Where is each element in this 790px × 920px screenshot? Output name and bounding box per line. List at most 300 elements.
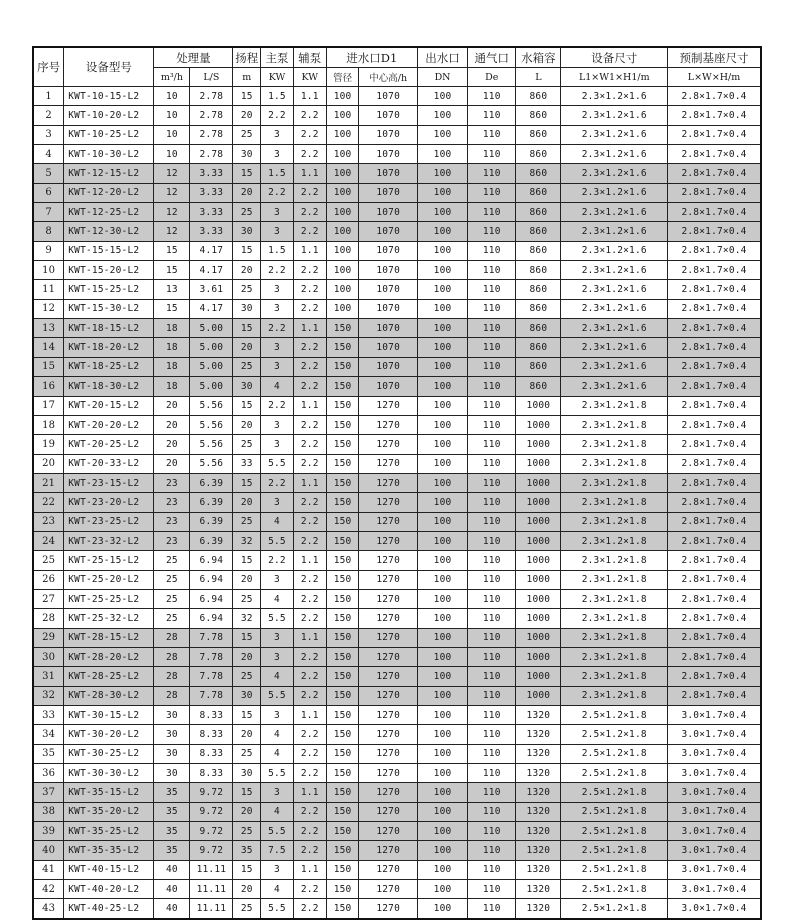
cell-flow-m3h: 15 — [154, 241, 190, 260]
cell-flow-ls: 5.00 — [190, 357, 233, 376]
cell-model: KWT-40-20-L2 — [64, 880, 154, 899]
unit-main-pump: KW — [261, 68, 294, 87]
cell-flow-m3h: 28 — [154, 628, 190, 647]
cell-inlet-dia: 150 — [326, 628, 359, 647]
cell-equip-size: 2.3×1.2×1.8 — [561, 531, 668, 550]
table-row — [33, 415, 761, 434]
cell-equip-size: 2.3×1.2×1.6 — [561, 261, 668, 280]
table-row — [33, 125, 761, 144]
cell-flow-m3h: 28 — [154, 647, 190, 666]
cell-vent: 110 — [468, 377, 516, 396]
table-row — [33, 899, 761, 919]
table-row — [33, 822, 761, 841]
cell-equip-size: 2.3×1.2×1.6 — [561, 87, 668, 106]
cell-outlet: 100 — [417, 280, 467, 299]
cell-equip-size: 2.3×1.2×1.6 — [561, 183, 668, 202]
cell-model: KWT-10-20-L2 — [64, 106, 154, 125]
cell-flow-ls: 2.78 — [190, 106, 233, 125]
cell-no: 6 — [33, 183, 64, 202]
cell-flow-m3h: 18 — [154, 338, 190, 357]
cell-outlet: 100 — [417, 822, 467, 841]
cell-inlet-dia: 150 — [326, 744, 359, 763]
cell-main-pump: 3 — [261, 338, 294, 357]
cell-flow-ls: 3.33 — [190, 164, 233, 183]
table-row — [33, 222, 761, 241]
cell-tank: 1000 — [516, 667, 561, 686]
cell-tank: 1000 — [516, 493, 561, 512]
cell-outlet: 100 — [417, 396, 467, 415]
cell-flow-ls: 6.94 — [190, 551, 233, 570]
cell-head: 20 — [233, 880, 261, 899]
cell-tank: 860 — [516, 261, 561, 280]
cell-inlet-center: 1270 — [359, 802, 417, 821]
table-row — [33, 493, 761, 512]
cell-base-size: 2.8×1.7×0.4 — [668, 493, 761, 512]
cell-head: 20 — [233, 570, 261, 589]
cell-no: 20 — [33, 454, 64, 473]
cell-outlet: 100 — [417, 145, 467, 164]
cell-main-pump: 2.2 — [261, 106, 294, 125]
cell-vent: 110 — [468, 706, 516, 725]
cell-aux-pump: 1.1 — [293, 628, 326, 647]
cell-base-size: 2.8×1.7×0.4 — [668, 299, 761, 318]
cell-inlet-center: 1270 — [359, 822, 417, 841]
cell-equip-size: 2.5×1.2×1.8 — [561, 725, 668, 744]
cell-model: KWT-25-32-L2 — [64, 609, 154, 628]
cell-inlet-dia: 100 — [326, 164, 359, 183]
cell-tank: 1000 — [516, 589, 561, 608]
cell-head: 20 — [233, 647, 261, 666]
cell-model: KWT-15-25-L2 — [64, 280, 154, 299]
cell-flow-m3h: 30 — [154, 725, 190, 744]
cell-main-pump: 3 — [261, 647, 294, 666]
cell-base-size: 2.8×1.7×0.4 — [668, 609, 761, 628]
table-row — [33, 338, 761, 357]
cell-base-size: 2.8×1.7×0.4 — [668, 415, 761, 434]
cell-flow-ls: 2.78 — [190, 125, 233, 144]
cell-inlet-center: 1070 — [359, 338, 417, 357]
cell-inlet-dia: 150 — [326, 415, 359, 434]
cell-aux-pump: 2.2 — [293, 261, 326, 280]
cell-base-size: 3.0×1.7×0.4 — [668, 880, 761, 899]
cell-model: KWT-28-25-L2 — [64, 667, 154, 686]
unit-tank: L — [516, 68, 561, 87]
cell-inlet-dia: 150 — [326, 609, 359, 628]
cell-no: 1 — [33, 87, 64, 106]
cell-flow-m3h: 18 — [154, 357, 190, 376]
cell-main-pump: 2.2 — [261, 396, 294, 415]
cell-aux-pump: 2.2 — [293, 299, 326, 318]
cell-head: 25 — [233, 280, 261, 299]
table-body — [33, 87, 761, 919]
cell-aux-pump: 2.2 — [293, 570, 326, 589]
cell-flow-ls: 2.78 — [190, 87, 233, 106]
cell-flow-ls: 5.00 — [190, 377, 233, 396]
unit-outlet: DN — [417, 68, 467, 87]
cell-tank: 860 — [516, 280, 561, 299]
cell-head: 25 — [233, 667, 261, 686]
header-row-1 — [33, 47, 761, 68]
cell-aux-pump: 2.2 — [293, 589, 326, 608]
cell-flow-ls: 9.72 — [190, 802, 233, 821]
cell-inlet-center: 1270 — [359, 531, 417, 550]
cell-flow-m3h: 15 — [154, 261, 190, 280]
cell-flow-m3h: 28 — [154, 667, 190, 686]
cell-inlet-center: 1270 — [359, 899, 417, 919]
cell-vent: 110 — [468, 628, 516, 647]
cell-outlet: 100 — [417, 299, 467, 318]
cell-vent: 110 — [468, 764, 516, 783]
cell-main-pump: 2.2 — [261, 183, 294, 202]
cell-model: KWT-20-20-L2 — [64, 415, 154, 434]
cell-inlet-center: 1270 — [359, 609, 417, 628]
cell-model: KWT-23-25-L2 — [64, 512, 154, 531]
cell-no: 34 — [33, 725, 64, 744]
unit-inlet-center: 中心高/h — [359, 68, 417, 87]
cell-flow-m3h: 40 — [154, 860, 190, 879]
spec-table-container — [32, 46, 762, 920]
cell-flow-m3h: 20 — [154, 435, 190, 454]
cell-inlet-dia: 150 — [326, 783, 359, 802]
cell-tank: 1320 — [516, 744, 561, 763]
cell-outlet: 100 — [417, 203, 467, 222]
cell-aux-pump: 1.1 — [293, 860, 326, 879]
cell-inlet-center: 1270 — [359, 880, 417, 899]
cell-flow-m3h: 18 — [154, 319, 190, 338]
table-row — [33, 744, 761, 763]
table-row — [33, 512, 761, 531]
cell-vent: 110 — [468, 125, 516, 144]
table-row — [33, 802, 761, 821]
cell-flow-ls: 7.78 — [190, 667, 233, 686]
cell-main-pump: 5.5 — [261, 686, 294, 705]
cell-model: KWT-15-15-L2 — [64, 241, 154, 260]
cell-outlet: 100 — [417, 744, 467, 763]
cell-inlet-dia: 150 — [326, 473, 359, 492]
cell-base-size: 3.0×1.7×0.4 — [668, 783, 761, 802]
cell-outlet: 100 — [417, 667, 467, 686]
table-row — [33, 299, 761, 318]
cell-tank: 1000 — [516, 473, 561, 492]
cell-base-size: 2.8×1.7×0.4 — [668, 377, 761, 396]
cell-inlet-dia: 150 — [326, 706, 359, 725]
cell-flow-ls: 3.33 — [190, 203, 233, 222]
cell-model: KWT-20-25-L2 — [64, 435, 154, 454]
cell-head: 32 — [233, 531, 261, 550]
cell-no: 23 — [33, 512, 64, 531]
header-equip-size: 设备尺寸 — [561, 47, 668, 68]
cell-flow-m3h: 12 — [154, 222, 190, 241]
cell-flow-ls: 8.33 — [190, 725, 233, 744]
cell-aux-pump: 1.1 — [293, 164, 326, 183]
cell-flow-ls: 8.33 — [190, 706, 233, 725]
cell-equip-size: 2.3×1.2×1.6 — [561, 377, 668, 396]
cell-vent: 110 — [468, 609, 516, 628]
cell-head: 20 — [233, 183, 261, 202]
cell-flow-ls: 6.94 — [190, 609, 233, 628]
cell-inlet-center: 1270 — [359, 860, 417, 879]
cell-outlet: 100 — [417, 725, 467, 744]
cell-inlet-dia: 100 — [326, 299, 359, 318]
cell-inlet-center: 1270 — [359, 783, 417, 802]
cell-aux-pump: 2.2 — [293, 338, 326, 357]
cell-flow-m3h: 25 — [154, 589, 190, 608]
cell-flow-ls: 4.17 — [190, 261, 233, 280]
cell-model: KWT-12-20-L2 — [64, 183, 154, 202]
table-row — [33, 145, 761, 164]
cell-vent: 110 — [468, 222, 516, 241]
cell-aux-pump: 2.2 — [293, 609, 326, 628]
cell-flow-ls: 6.39 — [190, 493, 233, 512]
cell-inlet-dia: 150 — [326, 725, 359, 744]
cell-no: 36 — [33, 764, 64, 783]
cell-flow-m3h: 25 — [154, 551, 190, 570]
cell-no: 2 — [33, 106, 64, 125]
cell-flow-ls: 4.17 — [190, 241, 233, 260]
header-no: 序号 — [33, 47, 64, 87]
cell-no: 18 — [33, 415, 64, 434]
cell-aux-pump: 2.2 — [293, 454, 326, 473]
cell-equip-size: 2.3×1.2×1.8 — [561, 493, 668, 512]
cell-model: KWT-10-30-L2 — [64, 145, 154, 164]
table-row — [33, 319, 761, 338]
table-row — [33, 531, 761, 550]
cell-inlet-dia: 100 — [326, 87, 359, 106]
cell-no: 7 — [33, 203, 64, 222]
cell-outlet: 100 — [417, 125, 467, 144]
cell-inlet-center: 1270 — [359, 628, 417, 647]
cell-inlet-dia: 150 — [326, 377, 359, 396]
cell-flow-ls: 6.94 — [190, 589, 233, 608]
cell-model: KWT-18-25-L2 — [64, 357, 154, 376]
cell-aux-pump: 2.2 — [293, 822, 326, 841]
cell-vent: 110 — [468, 512, 516, 531]
cell-outlet: 100 — [417, 860, 467, 879]
cell-main-pump: 5.5 — [261, 822, 294, 841]
cell-head: 15 — [233, 319, 261, 338]
cell-aux-pump: 2.2 — [293, 647, 326, 666]
cell-model: KWT-12-30-L2 — [64, 222, 154, 241]
header-vent: 通气口 — [468, 47, 516, 68]
cell-inlet-dia: 150 — [326, 319, 359, 338]
cell-no: 12 — [33, 299, 64, 318]
cell-inlet-center: 1070 — [359, 183, 417, 202]
unit-equip-size: L1×W1×H1/m — [561, 68, 668, 87]
table-row — [33, 667, 761, 686]
cell-inlet-dia: 100 — [326, 222, 359, 241]
cell-outlet: 100 — [417, 319, 467, 338]
cell-inlet-center: 1270 — [359, 435, 417, 454]
cell-inlet-center: 1270 — [359, 706, 417, 725]
cell-outlet: 100 — [417, 454, 467, 473]
cell-outlet: 100 — [417, 164, 467, 183]
cell-tank: 1000 — [516, 512, 561, 531]
cell-main-pump: 4 — [261, 744, 294, 763]
cell-flow-ls: 6.39 — [190, 531, 233, 550]
cell-tank: 1000 — [516, 609, 561, 628]
cell-flow-ls: 9.72 — [190, 822, 233, 841]
cell-head: 15 — [233, 473, 261, 492]
cell-flow-m3h: 40 — [154, 880, 190, 899]
cell-flow-m3h: 23 — [154, 512, 190, 531]
cell-flow-m3h: 10 — [154, 106, 190, 125]
cell-equip-size: 2.3×1.2×1.6 — [561, 241, 668, 260]
cell-inlet-center: 1270 — [359, 744, 417, 763]
cell-equip-size: 2.3×1.2×1.6 — [561, 125, 668, 144]
cell-flow-m3h: 10 — [154, 125, 190, 144]
cell-flow-m3h: 30 — [154, 706, 190, 725]
cell-equip-size: 2.5×1.2×1.8 — [561, 860, 668, 879]
cell-main-pump: 4 — [261, 725, 294, 744]
cell-flow-m3h: 25 — [154, 609, 190, 628]
cell-outlet: 100 — [417, 183, 467, 202]
cell-vent: 110 — [468, 396, 516, 415]
cell-model: KWT-40-15-L2 — [64, 860, 154, 879]
cell-main-pump: 2.2 — [261, 319, 294, 338]
cell-head: 15 — [233, 396, 261, 415]
cell-flow-ls: 6.39 — [190, 473, 233, 492]
cell-no: 17 — [33, 396, 64, 415]
cell-tank: 860 — [516, 183, 561, 202]
cell-outlet: 100 — [417, 764, 467, 783]
cell-vent: 110 — [468, 783, 516, 802]
cell-inlet-dia: 150 — [326, 396, 359, 415]
cell-inlet-center: 1270 — [359, 493, 417, 512]
cell-model: KWT-18-20-L2 — [64, 338, 154, 357]
cell-model: KWT-28-15-L2 — [64, 628, 154, 647]
cell-tank: 1320 — [516, 860, 561, 879]
cell-flow-ls: 9.72 — [190, 841, 233, 860]
table-row — [33, 551, 761, 570]
unit-base-size: L×W×H/m — [668, 68, 761, 87]
cell-head: 30 — [233, 222, 261, 241]
cell-no: 9 — [33, 241, 64, 260]
cell-no: 30 — [33, 647, 64, 666]
cell-inlet-center: 1270 — [359, 667, 417, 686]
cell-equip-size: 2.3×1.2×1.8 — [561, 686, 668, 705]
cell-aux-pump: 2.2 — [293, 686, 326, 705]
table-row — [33, 628, 761, 647]
cell-tank: 1320 — [516, 880, 561, 899]
cell-base-size: 3.0×1.7×0.4 — [668, 725, 761, 744]
cell-base-size: 2.8×1.7×0.4 — [668, 686, 761, 705]
cell-model: KWT-20-15-L2 — [64, 396, 154, 415]
cell-inlet-dia: 150 — [326, 880, 359, 899]
cell-model: KWT-20-33-L2 — [64, 454, 154, 473]
cell-flow-m3h: 30 — [154, 764, 190, 783]
cell-vent: 110 — [468, 647, 516, 666]
cell-base-size: 2.8×1.7×0.4 — [668, 261, 761, 280]
cell-flow-ls: 4.17 — [190, 299, 233, 318]
cell-head: 30 — [233, 299, 261, 318]
cell-inlet-dia: 150 — [326, 764, 359, 783]
cell-aux-pump: 2.2 — [293, 512, 326, 531]
cell-outlet: 100 — [417, 551, 467, 570]
cell-vent: 110 — [468, 338, 516, 357]
cell-aux-pump: 2.2 — [293, 357, 326, 376]
cell-inlet-dia: 100 — [326, 125, 359, 144]
cell-head: 15 — [233, 628, 261, 647]
cell-no: 32 — [33, 686, 64, 705]
cell-main-pump: 3 — [261, 628, 294, 647]
cell-no: 3 — [33, 125, 64, 144]
cell-outlet: 100 — [417, 899, 467, 919]
cell-flow-m3h: 13 — [154, 280, 190, 299]
cell-aux-pump: 2.2 — [293, 880, 326, 899]
cell-flow-m3h: 23 — [154, 531, 190, 550]
cell-tank: 1320 — [516, 841, 561, 860]
cell-flow-ls: 8.33 — [190, 764, 233, 783]
cell-inlet-dia: 100 — [326, 183, 359, 202]
cell-no: 11 — [33, 280, 64, 299]
cell-model: KWT-25-25-L2 — [64, 589, 154, 608]
cell-base-size: 3.0×1.7×0.4 — [668, 860, 761, 879]
cell-model: KWT-30-30-L2 — [64, 764, 154, 783]
header-main-pump: 主泵 — [261, 47, 294, 68]
cell-inlet-center: 1270 — [359, 725, 417, 744]
cell-inlet-dia: 150 — [326, 589, 359, 608]
cell-no: 42 — [33, 880, 64, 899]
cell-tank: 1000 — [516, 686, 561, 705]
cell-flow-m3h: 23 — [154, 493, 190, 512]
cell-aux-pump: 1.1 — [293, 396, 326, 415]
cell-equip-size: 2.3×1.2×1.8 — [561, 609, 668, 628]
cell-flow-m3h: 35 — [154, 841, 190, 860]
cell-main-pump: 3 — [261, 435, 294, 454]
cell-aux-pump: 2.2 — [293, 377, 326, 396]
cell-equip-size: 2.3×1.2×1.8 — [561, 667, 668, 686]
header-tank: 水箱容 — [516, 47, 561, 68]
cell-base-size: 3.0×1.7×0.4 — [668, 744, 761, 763]
cell-vent: 110 — [468, 261, 516, 280]
cell-model: KWT-28-30-L2 — [64, 686, 154, 705]
cell-aux-pump: 2.2 — [293, 435, 326, 454]
cell-inlet-center: 1270 — [359, 551, 417, 570]
cell-flow-m3h: 10 — [154, 87, 190, 106]
cell-inlet-center: 1070 — [359, 106, 417, 125]
cell-equip-size: 2.5×1.2×1.8 — [561, 706, 668, 725]
cell-aux-pump: 2.2 — [293, 667, 326, 686]
cell-no: 21 — [33, 473, 64, 492]
cell-base-size: 2.8×1.7×0.4 — [668, 589, 761, 608]
cell-flow-m3h: 18 — [154, 377, 190, 396]
cell-head: 15 — [233, 87, 261, 106]
cell-flow-m3h: 23 — [154, 473, 190, 492]
cell-aux-pump: 2.2 — [293, 222, 326, 241]
cell-aux-pump: 2.2 — [293, 764, 326, 783]
cell-inlet-center: 1270 — [359, 454, 417, 473]
table-row — [33, 783, 761, 802]
cell-vent: 110 — [468, 357, 516, 376]
cell-main-pump: 3 — [261, 125, 294, 144]
cell-model: KWT-25-15-L2 — [64, 551, 154, 570]
cell-aux-pump: 2.2 — [293, 145, 326, 164]
cell-equip-size: 2.3×1.2×1.8 — [561, 435, 668, 454]
cell-outlet: 100 — [417, 473, 467, 492]
cell-main-pump: 2.2 — [261, 551, 294, 570]
table-row — [33, 841, 761, 860]
cell-inlet-center: 1070 — [359, 280, 417, 299]
cell-vent: 110 — [468, 725, 516, 744]
cell-head: 15 — [233, 164, 261, 183]
cell-equip-size: 2.3×1.2×1.6 — [561, 280, 668, 299]
cell-vent: 110 — [468, 299, 516, 318]
cell-aux-pump: 1.1 — [293, 87, 326, 106]
cell-equip-size: 2.5×1.2×1.8 — [561, 783, 668, 802]
cell-model: KWT-23-20-L2 — [64, 493, 154, 512]
cell-equip-size: 2.3×1.2×1.8 — [561, 512, 668, 531]
cell-flow-ls: 5.00 — [190, 319, 233, 338]
